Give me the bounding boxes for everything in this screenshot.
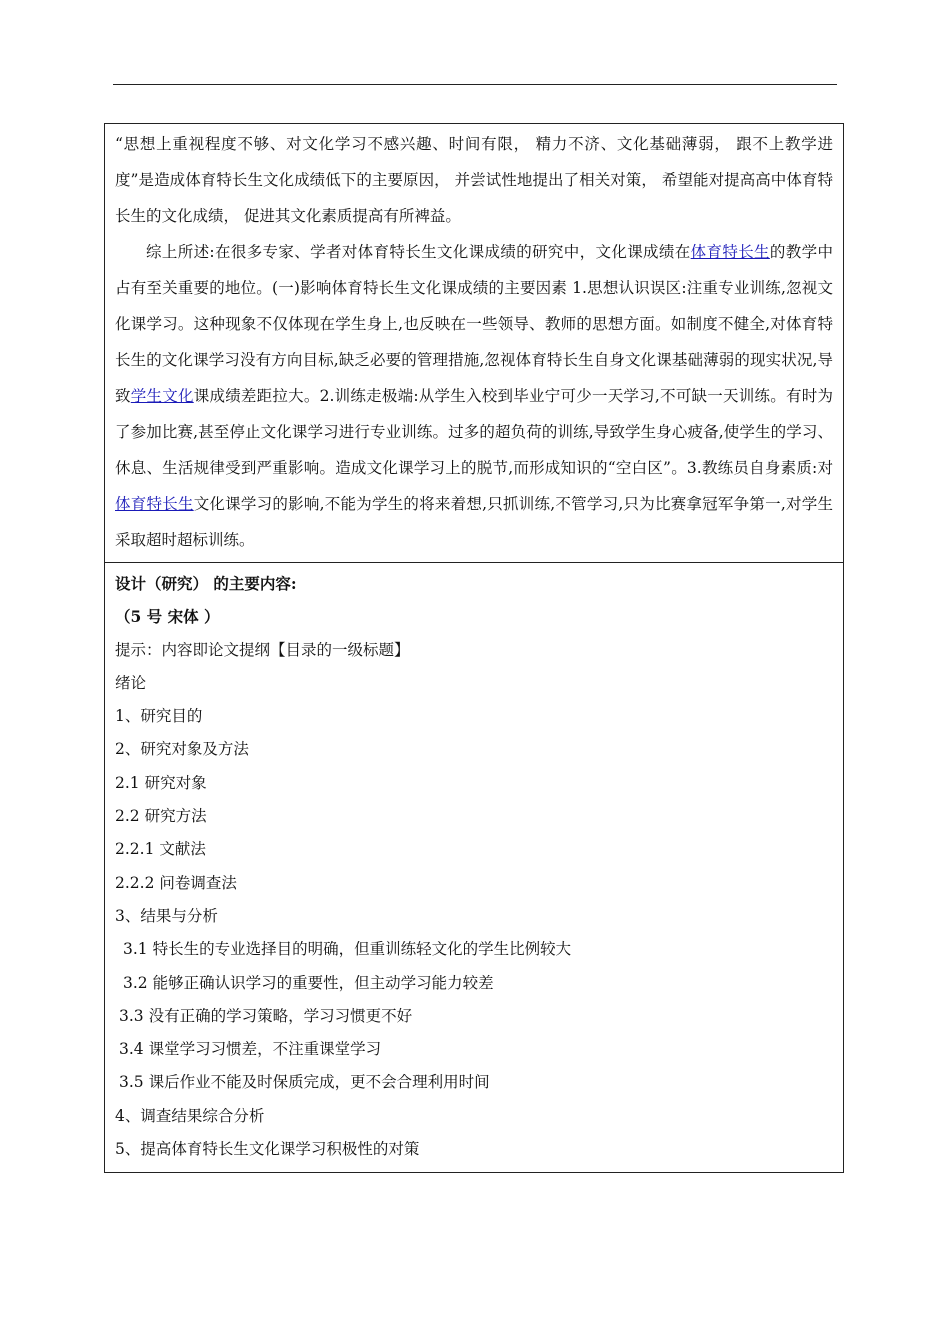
- outline-item: 2.2.2 问卷调查法: [115, 873, 237, 892]
- review-paragraph-2: [115, 234, 833, 558]
- para2-text-3: 课成绩差距拉大。2.训练走极端:从学生入校到毕业宁可少一天学习,不可缺一天训练。有时为了参加比赛,甚至停止文化课学习进行专业训练。过多的超负荷的训练,导致学生身心疲备,使学生的学习、休息、生活规律受到严重影响。造成文化课学习上的脱节,而形成知识的“空白区”。3.教练员自身素质:对: [115, 387, 833, 477]
- proposal-table: [104, 123, 844, 1173]
- outline-item: 2.2.1 文献法: [115, 840, 206, 859]
- header-rule: [113, 84, 837, 85]
- review-paragraph-1: “思想上重视程度不够、对文化学习不感兴趣、时间有限， 精力不济、文化基础薄弱， 跟不上教学进度”是造成体育特长生文化成绩低下的主要原因， 并尝试性地提出了相关对策， 希望能对提高高中体育特长生的文化成绩， 促进其文化素质提高有所裨益。: [115, 135, 833, 225]
- outline-item: 4、调查结果综合分析: [115, 1106, 265, 1125]
- font-note: （5 号 宋体 ）: [115, 607, 220, 627]
- outline-item: 3.2 能够正确认识学习的重要性，但主动学习能力较差: [123, 973, 494, 992]
- link-sports-students-2[interactable]: 体育特长生: [115, 495, 194, 513]
- main-content-heading: 设计（研究） 的主要内容:: [115, 574, 297, 593]
- para2-text-4: 文化课学习的影响,不能为学生的将来着想,只抓训练,不管学习,只为比赛拿冠军争第一,对学生采取超时超标训练。: [115, 495, 833, 549]
- literature-review-cell: [105, 124, 843, 563]
- outline-item: 2.1 研究对象: [115, 773, 207, 792]
- outline-item: 3.3 没有正确的学习策略，学习习惯更不好: [119, 1006, 413, 1025]
- link-student-culture[interactable]: 学生文化: [130, 387, 194, 405]
- outline-item: 2、研究对象及方法: [115, 740, 249, 759]
- outline-item: 2.2 研究方法: [115, 807, 207, 826]
- outline-hint: 提示：内容即论文提纲【目录的一级标题】: [115, 640, 410, 659]
- main-content-cell: [105, 563, 843, 1172]
- outline-item: 5、提高体育特长生文化课学习积极性的对策: [115, 1140, 420, 1159]
- para2-text-2: 的教学中占有至关重要的地位。(一)影响体育特长生文化课成绩的主要因素 1.思想认识误区:注重专业训练,忽视文化课学习。这种现象不仅体现在学生身上,也反映在一些领导、教师的思想方面。如制度不健全,对体育特长生的文化课学习没有方向目标,缺乏必要的管理措施,忽视体育特长生自身文化课基础薄弱的现实状况,导致: [115, 243, 833, 405]
- outline-item: 3.4 课堂学习习惯差，不注重课堂学习: [119, 1040, 382, 1059]
- outline-item: 1、研究目的: [115, 707, 203, 726]
- outline-item: 3、结果与分析: [115, 906, 218, 925]
- outline-item: 3.1 特长生的专业选择目的明确，但重训练轻文化的学生比例较大: [123, 940, 572, 959]
- para2-text-1: 综上所述:在很多专家、学者对体育特长生文化课成绩的研究中，文化课成绩在: [146, 243, 691, 261]
- outline-item: 绪论: [115, 673, 147, 692]
- outline-item: 3.5 课后作业不能及时保质完成，更不会合理利用时间: [119, 1073, 490, 1092]
- link-sports-students-1[interactable]: 体育特长生: [690, 243, 770, 261]
